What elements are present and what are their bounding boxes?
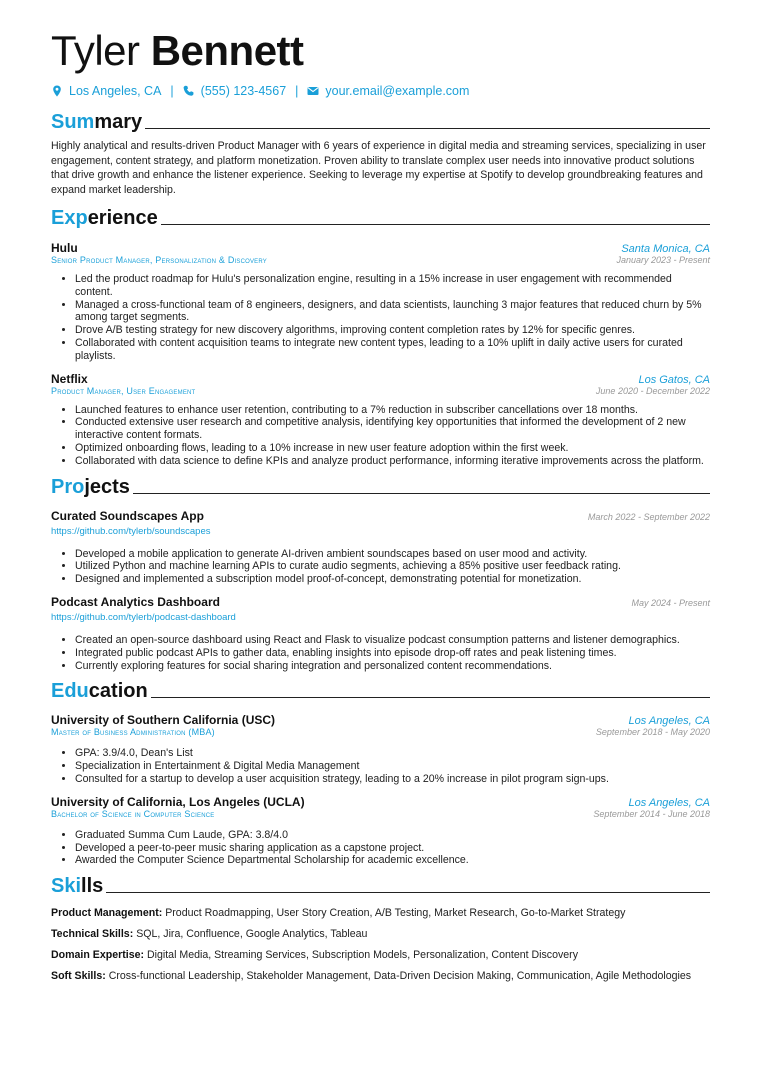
project-link[interactable]: https://github.com/tylerb/podcast-dashboard (51, 611, 236, 623)
title-rest: cation (88, 680, 148, 703)
bullet-item: • Led the product roadmap for Hulu's personalization engine, resulting in a 15% increase in user engagement with recommended content. (75, 273, 710, 299)
email-link[interactable]: your.email@example.com (325, 84, 470, 98)
title-rest: erience (87, 207, 158, 229)
first-name: Tyler (51, 27, 140, 74)
bullet-item: • Drove A/B testing strategy for new discovery algorithms, improving content completion rates by 12% for specific genres. (75, 324, 710, 337)
bullet-list (51, 548, 710, 586)
envelope-icon (307, 85, 319, 97)
experience-entry (51, 372, 710, 468)
skill-row (51, 906, 710, 920)
bullet-list (51, 273, 710, 363)
bullet-item: • Managed a cross-functional team of 8 engineers, designers, and data scientists, launching 3 major features that reduced churn by 5% among target segments. (75, 299, 710, 325)
company-name: Netflix (51, 371, 88, 386)
experience-entry (51, 241, 710, 363)
skill-row (51, 948, 710, 962)
map-marker-icon (51, 85, 63, 97)
phone-text[interactable]: (555) 123-4567 (200, 84, 287, 98)
contact-location (51, 84, 161, 98)
skill-label: Domain Expertise: (51, 949, 145, 962)
school-name: University of California, Los Angeles (UCLA) (51, 794, 305, 809)
company-location: Los Gatos, CA (638, 373, 710, 386)
skill-value: Digital Media, Streaming Services, Subscription Models, Personalization, Content Discovery (146, 949, 578, 962)
job-title: Senior Product Manager, Personalization & Discovery (51, 255, 268, 265)
bullet-item: • Currently exploring features for social sharing integration and personalized content recommendations. (75, 660, 710, 673)
section-title (51, 875, 103, 897)
skill-value: Product Roadmapping, User Story Creation, A/B Testing, Market Research, Go-to-Market Strategy (165, 907, 626, 920)
bullet-list (51, 829, 710, 867)
title-rest: mary (94, 111, 143, 133)
section-title (51, 207, 158, 229)
title-accent: Sum (51, 111, 95, 133)
section-rule (151, 697, 710, 698)
job-title: Product Manager, User Engagement (51, 385, 196, 396)
skill-row (51, 927, 710, 941)
bullet-item: • Launched features to enhance user retention, contributing to a 7% reduction in subscriber cancellations over 18 months. (75, 404, 710, 417)
bullet-item: • GPA: 3.9/4.0, Dean's List (75, 747, 710, 760)
section-rule (133, 493, 710, 494)
project-link[interactable]: https://github.com/tylerb/soundscapes (51, 525, 211, 537)
education-entry (51, 795, 710, 867)
bullet-item: • Created an open-source dashboard using React and Flask to visualize podcast consumption patterns and listener demographics. (75, 634, 710, 647)
section-rule (145, 128, 710, 129)
bullet-item: • Consulted for a startup to develop a user acquisition strategy, leading to a 20% increase in pilot program sign-ups. (75, 773, 710, 786)
skill-value: Cross-functional Leadership, Stakeholder Management, Data-Driven Decision Making, Communication, Agile Methodologies (108, 970, 692, 983)
bullet-item: • Graduated Summa Cum Laude, GPA: 3.8/4.0 (75, 829, 710, 842)
bullet-item: • Specialization in Entertainment & Digital Media Management (75, 760, 710, 773)
projects-heading (51, 476, 710, 498)
separator: | (295, 84, 299, 98)
school-location: Los Angeles, CA (628, 796, 710, 809)
summary-text: Highly analytical and results-driven Product Manager with 6 years of experience in digital media and streaming services, specializing in user engagement, content strategy, and platform monetization. Proven ability to translate complex user needs into innovative product solutions that drive growth and enhance the listener experience. Seeking to leverage my expertise at Spotify to develop groundbreaking features and expand market leadership. (51, 140, 706, 196)
bullet-item: • Integrated public podcast APIs to gather data, enabling insights into episode drop-off rates and peak listening times. (75, 647, 710, 660)
project-entry (51, 509, 710, 586)
section-rule (161, 224, 710, 225)
company-location: Santa Monica, CA (621, 243, 710, 255)
bullet-list (51, 404, 710, 468)
skill-label: Technical Skills: (51, 928, 134, 941)
education-entry (51, 713, 710, 785)
project-dates: March 2022 - September 2022 (587, 511, 710, 522)
section-title (51, 680, 148, 702)
title-accent: Exp (51, 207, 88, 229)
bullet-item: • Utilized Python and machine learning APIs to curate audio segments, achieving a 85% positive user feedback rating. (75, 560, 710, 573)
bullet-item: • Designed and implemented a subscription model proof-of-concept, demonstrating potential for monetization. (75, 573, 710, 586)
bullet-item: • Collaborated with data science to define KPIs and analyze product performance, informing iterative improvements across the platform. (75, 455, 710, 468)
title-rest: lls (81, 875, 104, 898)
education-heading (51, 680, 710, 702)
title-accent: Pro (51, 475, 85, 498)
education-dates: September 2014 - June 2018 (593, 808, 710, 819)
project-entry (51, 595, 710, 672)
degree: Bachelor of Science in Computer Science (51, 808, 215, 819)
bullet-item: • Developed a mobile application to generate AI-driven ambient soundscapes based on user mood and activity. (75, 548, 710, 561)
contact-email[interactable] (307, 84, 469, 98)
candidate-name (51, 28, 710, 74)
section-title (51, 111, 142, 133)
summary-heading (51, 111, 710, 133)
contact-line (51, 84, 710, 98)
section-title (51, 476, 130, 498)
title-accent: Ski (51, 875, 82, 898)
phone-icon (183, 85, 195, 97)
contact-phone[interactable] (183, 84, 286, 98)
section-rule (106, 892, 710, 893)
skills-heading (51, 875, 710, 897)
bullet-item: • Awarded the Computer Science Departmental Scholarship for academic excellence. (75, 854, 710, 867)
company-name: Hulu (51, 241, 78, 255)
experience-heading (51, 207, 710, 229)
job-dates: June 2020 - December 2022 (595, 385, 710, 396)
project-dates: May 2024 - Present (631, 597, 710, 608)
project-name: Curated Soundscapes App (51, 508, 204, 523)
job-dates: January 2023 - Present (616, 255, 710, 265)
school-location: Los Angeles, CA (628, 715, 710, 728)
title-accent: Edu (51, 680, 89, 703)
separator: | (170, 84, 174, 98)
skill-row (51, 969, 710, 983)
skill-label: Product Management: (51, 907, 163, 920)
last-name: Bennett (150, 27, 304, 74)
degree: Master of Business Administration (MBA) (51, 727, 215, 738)
bullet-list (51, 634, 710, 672)
project-name: Podcast Analytics Dashboard (51, 594, 220, 609)
title-rest: jects (84, 475, 130, 498)
location-text: Los Angeles, CA (69, 84, 162, 98)
bullet-list (51, 747, 710, 785)
education-dates: September 2018 - May 2020 (595, 727, 710, 738)
bullet-item: • Collaborated with content acquisition teams to integrate new content types, leading to a 10% uplift in daily active users for curated playlists. (75, 337, 710, 363)
bullet-item: • Optimized onboarding flows, leading to a 10% increase in new user feature adoption within the first week. (75, 442, 710, 455)
bullet-item: • Developed a peer-to-peer music sharing application as a capstone project. (75, 842, 710, 855)
skill-label: Soft Skills: (51, 970, 106, 983)
skill-value: SQL, Jira, Confluence, Google Analytics, Tableau (136, 928, 368, 941)
school-name: University of Southern California (USC) (51, 713, 276, 728)
bullet-item: • Conducted extensive user research and competitive analysis, identifying key opportunities that informed the development of 2 new interactive content formats. (75, 416, 710, 442)
